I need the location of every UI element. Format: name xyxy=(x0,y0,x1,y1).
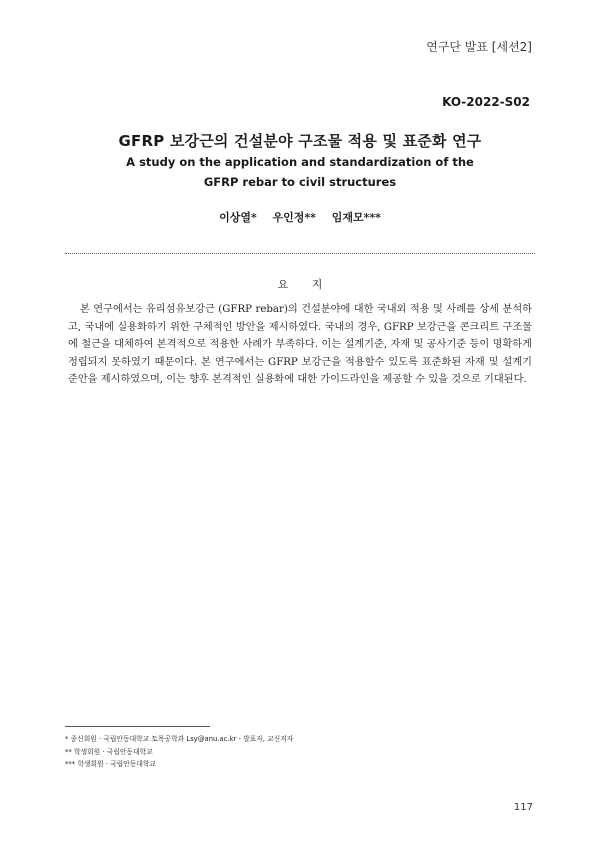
footnotes xyxy=(65,733,293,771)
footnote-1: * 종신회원 · 국립안동대학교 토목공학과 Lsy@anu.ac.kr - 발표자, 교신저자 xyxy=(65,735,294,743)
author-1: 이상열* xyxy=(219,211,257,224)
subtitle-line-1: A study on the application and standardization of the xyxy=(126,155,474,169)
page-number: 117 xyxy=(513,802,533,813)
subtitle-line-2: GFRP rebar to civil structures xyxy=(203,175,397,189)
footnote-2: ** 학생회원 · 국립안동대학교 xyxy=(65,747,153,756)
abstract-body: 본 연구에서는 유리섬유보강근 (GFRP rebar)의 건설분야에 대한 국내외 적용 및 사례를 상세 분석하고, 국내에 실용화하기 위한 구체적인 방안을 제시하였다. 국내의 경우, GFRP 보강근을 콘크리트 구조물에 철근을 대체하여 본격적으로 적용한 사례가 부족하다. 이는 설계기준, 자재 및 공사기준 등이 명확하게 정립되지 못하였기 때문이다. 본 연구에서는 GFRP 보강근을 적용할수 있도록 표준화된 자재 및 설계기준안을 제시하였으며, 이는 향후 본격적인 실용화에 대한 가이드라인을 제공할 수 있을 것으로 기대된다. xyxy=(68,304,532,386)
author-list xyxy=(0,209,600,225)
session-label: 연구단 발표 [세션2] xyxy=(426,40,532,54)
abstract-heading: 요 지 xyxy=(277,278,333,291)
paper-title: GFRP 보강근의 건설분야 구조물 적용 및 표준화 연구 xyxy=(118,132,482,150)
paper-subtitle xyxy=(0,152,600,192)
author-3: 임재모*** xyxy=(331,211,381,224)
section-divider xyxy=(65,253,535,254)
author-2: 우인정** xyxy=(272,211,316,224)
footnote-3: *** 학생회원 · 국립안동대학교 xyxy=(65,760,157,769)
paper-code: KO-2022-S02 xyxy=(442,95,530,109)
footnote-rule xyxy=(65,726,210,727)
